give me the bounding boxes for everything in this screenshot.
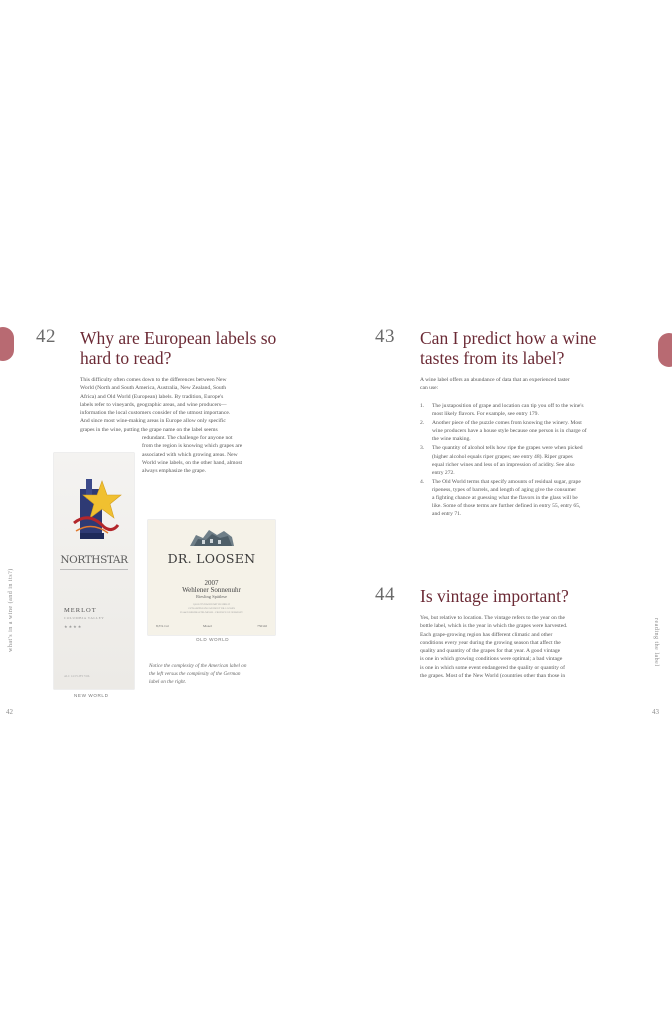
text-line: the grapes. Most of the New World (countries other than those in [420,673,566,680]
chapter-tab-left [0,327,14,361]
northstar-varietal: MERLOT [64,607,97,614]
question-title-42-line2: hard to read? [80,348,172,368]
text-line: quality and quantity of the grapes for that year. A good vintage [420,648,561,655]
text-line: like. Some of those terms are further defined in entry 55, entry 65, [432,503,581,510]
list-number: 4. [420,478,425,485]
text-line: Each grape-growing region has different climatic and other [420,631,553,638]
text-line: can use: [420,385,439,392]
text-line: wine producers have a house style because one person is in charge of [432,428,587,435]
northstar-brand-name: NORTHSTAR [60,554,128,566]
caption-line: Notice the complexity of the American label on [149,663,247,669]
list-item [420,419,642,443]
text-line: bottle label, which is the year in which the grapes were harvested. [420,623,568,630]
text-line: information the local customers consider of the utmost importance. [80,410,231,417]
text-line: Yes, but relative to location. The vintage refers to the year on the [420,615,566,621]
text-line: ripeness, types of barrels, and length of aging give the consumer [432,486,577,493]
dr-loosen-brand-name: DR. LOOSEN [167,551,256,566]
image-caption [149,662,289,687]
northstar-stars: ★★★★ [64,624,83,629]
text-line: This difficulty often comes down to the differences between New [80,377,227,383]
text-line: and entry 71. [432,511,462,518]
body-paragraph-44 [420,614,632,680]
chapter-tab-right [658,333,672,367]
list-item [420,478,642,518]
new-world-caption: NEW WORLD [74,693,109,698]
question-number-44: 44 [375,584,395,605]
question-number-42: 42 [36,326,56,347]
dr-loosen-alcohol: 8,5% vol [156,624,169,628]
question-title-42-line1: Why are European labels so [80,328,277,348]
dr-loosen-type: Riesling Spätlese [195,594,228,599]
text-line: World wine labels, on the other hand, almost [142,459,243,466]
list-number: 1. [420,403,425,409]
caption-line: label on the right. [149,679,187,686]
text-line: The juxtaposition of grape and location can tip you off to the wine's [432,403,584,409]
star-logo-icon [64,471,124,551]
winery-illustration-icon [188,526,236,547]
text-line: most likely flavors. For example, see entry 179. [432,411,539,418]
text-line: from the region is knowing which grapes are [142,443,243,450]
text-line: associated with which growing areas. New [142,451,238,458]
question-title-42 [80,328,276,368]
list-item [420,444,642,476]
text-line: (higher alcohol equals riper grapes; see entry 48). Riper grapes [432,453,573,460]
list-item [420,402,642,418]
text-line: The quantity of alcohol tells how ripe the grapes were when picked [432,445,583,452]
text-line: Another piece of the puzzle comes from knowing the winery. Most [432,420,582,427]
page-number-right: 43 [652,708,659,716]
running-head-left: what's in a wine (and in its?) [8,568,14,652]
divider [60,569,128,570]
question-title-44: Is vintage important? [420,586,569,606]
dr-loosen-volume: 750 ml [257,624,267,628]
dr-loosen-vineyard: Wehlener Sonnenuhr [182,586,241,594]
body-paragraph-42 [80,376,291,434]
list-number: 2. [420,420,425,427]
text-line: a fighting chance at guessing what the flavors in the glass will be [432,495,578,502]
text-line: World (North and South America, Australia, New Zealand, South [80,385,227,392]
page-number-left: 42 [6,708,13,716]
question-title-43-line1: Can I predict how a wine [420,328,597,348]
text-line: The Old World terms that specify amounts of residual sugar, grape [432,478,581,485]
body-paragraph-42-continued [142,434,290,475]
numbered-list-43 [420,402,642,519]
text-line: entry 272. [432,469,455,476]
northstar-fine-print: ALC 14.5% BY VOL [64,674,91,678]
text-line: Africa) and Old World (European) labels. By tradition, Europe's [80,393,224,400]
dr-loosen-fine-print: D-54470 BERNKASTEL/MOSEL · PRODUCE OF GERMANY [180,611,243,614]
northstar-region: COLUMBIA VALLEY [64,616,105,620]
list-number: 3. [420,445,425,452]
caption-line: the left versus the complexity of the German [149,671,241,678]
question-title-43 [420,328,596,368]
question-title-43-line2: tastes from its label? [420,348,565,368]
intro-43 [420,376,638,393]
text-line: labels refer to vineyards, geographic areas, and wine producers— [80,401,227,408]
old-world-caption: OLD WORLD [196,637,230,642]
text-line: equal richer wines and less of an impression of acidity. See also [432,461,575,468]
question-number-43: 43 [375,326,395,347]
dr-loosen-region: Mosel [203,624,212,628]
text-line: the wine making. [432,436,471,443]
text-line: is one in which some event endangered the quality or quantity of [420,664,565,671]
dr-loosen-fine-print: GUTSABFÜLLUNG WEINGUT DR. LOOSEN [188,607,235,610]
text-line: A wine label offers an abundance of data that an experienced taster [420,377,570,383]
text-line: grapes in the wine, putting the grape name on the label seems [80,426,218,433]
dr-loosen-wine-label [148,520,275,635]
text-line: And since most wine-making areas in Europe allow only specific [80,418,226,425]
text-line: conditions every year during the growing season that affect the [420,639,561,646]
northstar-wine-label [54,453,134,689]
dr-loosen-bottom-row [156,624,267,630]
dr-loosen-fine-print: QUALITÄTSWEIN MIT PRÄDIKAT [192,603,230,606]
text-line: is one in which growing conditions were optimal; a bad vintage [420,656,563,663]
text-line: redundant. The challenge for anyone not [142,435,233,441]
text-line: always emphasize the grape. [142,468,206,475]
dr-loosen-year: 2007 [204,579,219,587]
running-head-right: reading the label [653,618,659,667]
